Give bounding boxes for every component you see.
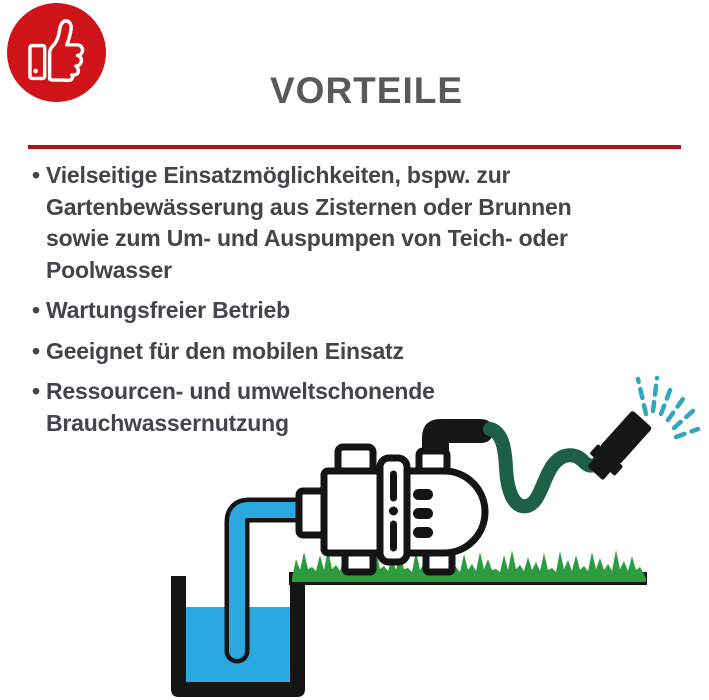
bullet-marker: • [32,162,40,188]
bullet-marker: • [32,337,40,364]
page-title: VORTEILE [269,70,464,111]
list-item-text: Geeignet für den mobilen Einsatz [46,337,404,364]
bullet-marker: • [32,378,40,404]
bullet-marker: • [32,297,40,323]
spray-nozzle [582,408,655,484]
garden-hose [490,429,601,506]
pump-collar-dot [389,507,398,516]
list-item-text: Vielseitige Einsatzmöglichkeiten, bspw. zur Gartenbewässerung aus Zisternen oder Brunnen sowie zum Um- und Auspumpen von Teich- oder Poolwasser [46,162,572,283]
pump-motor-body [324,471,383,553]
list-item-text: Wartungsfreier Betrieb [46,297,290,323]
pump [299,419,493,572]
pump-vents [413,489,433,538]
list-item-text: Ressourcen- und umweltschonende Brauchwassernutzung [46,378,435,436]
